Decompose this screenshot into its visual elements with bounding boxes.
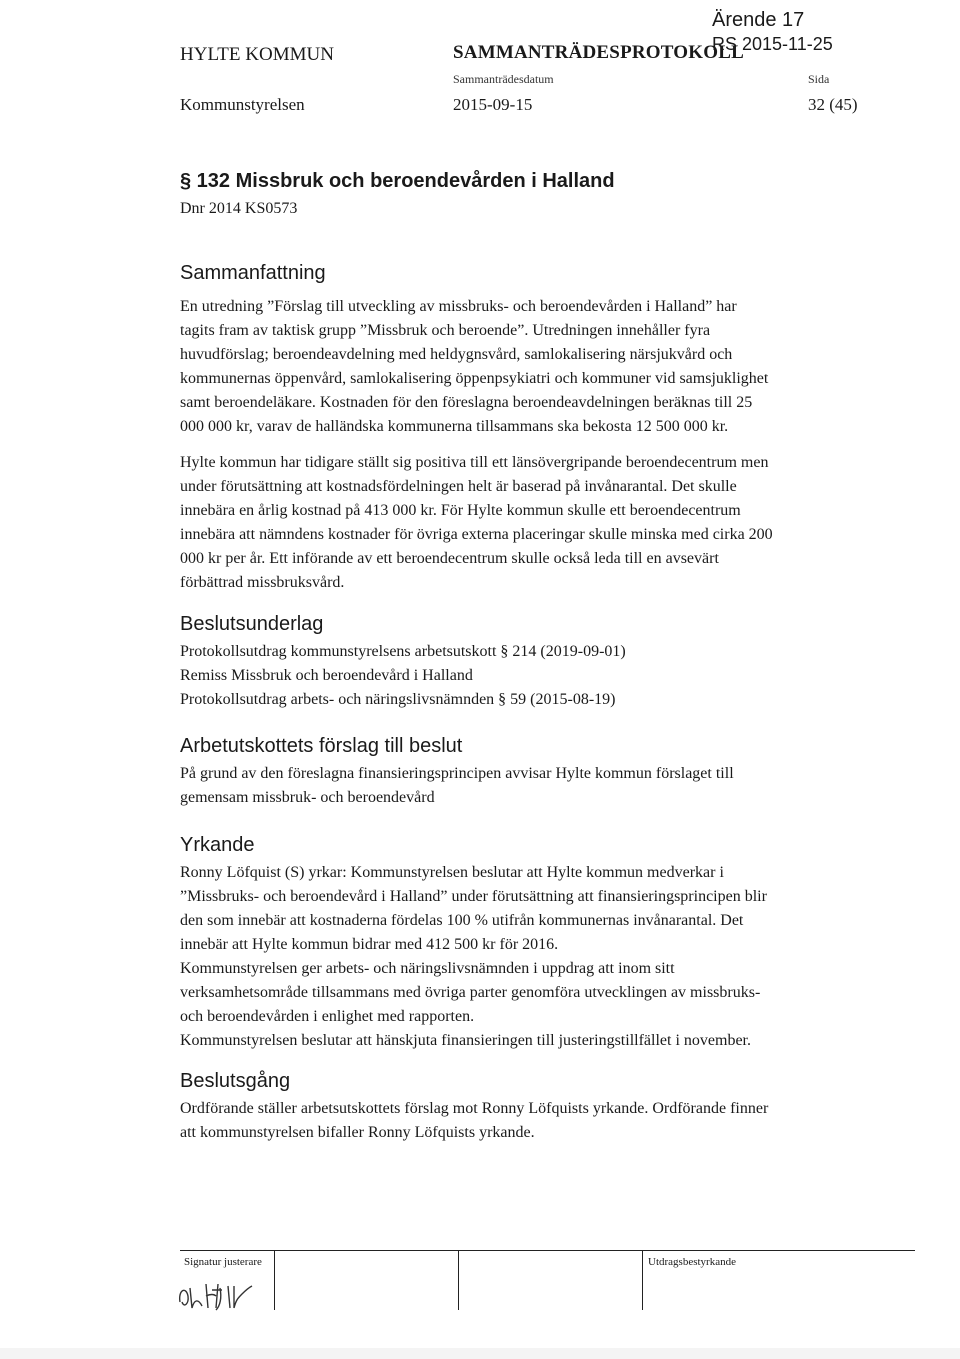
decision-procedure-text	[180, 1097, 880, 1145]
signature-label: Signatur justerare	[184, 1256, 262, 1268]
list-item: Remiss Missbruk och beroendevård i Halland	[180, 667, 473, 684]
heading-committee-proposal: Arbetutskottets förslag till beslut	[180, 735, 463, 757]
text-line: innebär att Hylte kommun bidrar med 412 500 kr för 2016.	[180, 936, 559, 953]
decision-basis-list	[180, 640, 880, 712]
committee-proposal-text	[180, 762, 880, 810]
text-line: att kommunstyrelsen bifaller Ronny Löfquists yrkande.	[180, 1124, 535, 1141]
handwritten-signature	[176, 1278, 256, 1318]
heading-beslutsunderlag: Beslutsunderlag	[180, 613, 324, 635]
organization-name: HYLTE KOMMUN	[180, 44, 334, 65]
text-line: Kommunstyrelsen ger arbets- och näringslivsnämnden i uppdrag att inom sitt	[180, 960, 675, 977]
section-title: § 132 Missbruk och beroendevården i Halland	[180, 170, 615, 192]
signature-cell-divider	[274, 1250, 275, 1310]
motion-text	[180, 861, 880, 1053]
case-number: Dnr 2014 KS0573	[180, 200, 298, 217]
signature-table-top-border	[180, 1250, 915, 1251]
text-line: tagits fram av taktisk grupp ”Missbruk och beroende”. Utredningen innehåller fyra	[180, 322, 711, 339]
text-line: gemensam missbruk- och beroendevård	[180, 789, 435, 806]
heading-sammanfattning: Sammanfattning	[180, 262, 326, 284]
heading-yrkande: Yrkande	[180, 834, 255, 856]
signature-cell-divider	[642, 1250, 643, 1310]
text-line: ”Missbruks- och beroendevård i Halland” under förutsättning att finansieringsprincipen blir	[180, 888, 767, 905]
text-line: verksamhetsområde tillsammans med övriga parter genomföra utvecklingen av missbruks-	[180, 984, 761, 1001]
text-line: förbättrad missbruksvård.	[180, 574, 345, 591]
text-line: den som innebär att kostnaderna fördelas 100 % utifrån kommunernas invånarantal. Det	[180, 912, 744, 929]
body-name: Kommunstyrelsen	[180, 95, 305, 114]
heading-beslutsgang: Beslutsgång	[180, 1070, 291, 1092]
meeting-date: 2015-09-15	[453, 95, 533, 114]
text-line: samt beroendeläkare. Kostnaden för den föreslagna beroendeavdelningen beräknas till 25	[180, 394, 753, 411]
case-reference: RS 2015-11-25	[712, 34, 833, 54]
case-label: Ärende 17	[712, 9, 805, 31]
text-line: under förutsättning att kostnadsfördelningen helt är baserad på invånarantal. Det skulle	[180, 478, 737, 495]
protocol-title: SAMMANTRÄDESPROTOKOLL	[453, 42, 744, 63]
text-line: Ronny Löfquist (S) yrkar: Kommunstyrelsen beslutar att Hylte kommun medverkar i	[180, 864, 724, 881]
text-line: Hylte kommun har tidigare ställt sig positiva till ett länsövergripande beroendecentrum men	[180, 454, 769, 471]
text-line: innebära att nämndens kostnader för övriga externa placeringar skulle minska med cirka 200	[180, 526, 773, 543]
text-line: En utredning ”Förslag till utveckling av missbruks- och beroendevården i Halland” har	[180, 298, 737, 315]
meeting-date-label: Sammanträdesdatum	[453, 72, 554, 86]
text-line: 000 000 kr, varav de halländska kommunerna tillsammans ska bekosta 12 500 000 kr.	[180, 418, 729, 435]
text-line: kommunernas öppenvård, samlokalisering öppenpsykiatri och kommuner vid samsjuklighet	[180, 370, 769, 387]
text-line: På grund av den föreslagna finansieringsprincipen avvisar Hylte kommun förslaget till	[180, 765, 734, 782]
summary-paragraph-2	[180, 451, 880, 595]
text-line: huvudförslag; beroendeavdelning med heldygnsvård, samlokalisering närsjukvård och	[180, 346, 733, 363]
extract-certification-label: Utdragsbestyrkande	[648, 1256, 736, 1268]
page-bottom-edge	[0, 1348, 960, 1359]
summary-paragraph-1	[180, 295, 880, 439]
text-line: innebära en årlig kostnad på 413 000 kr. För Hylte kommun skulle ett beroendecentrum	[180, 502, 741, 519]
text-line: Kommunstyrelsen beslutar att hänskjuta finansieringen till justeringstillfället i november.	[180, 1032, 751, 1049]
text-line: och beroendevården i enlighet med rapporten.	[180, 1008, 475, 1025]
signature-cell-divider	[458, 1250, 459, 1310]
list-item: Protokollsutdrag arbets- och näringslivsnämnden § 59 (2015-08-19)	[180, 691, 616, 708]
text-line: Ordförande ställer arbetsutskottets förslag mot Ronny Löfquists yrkande. Ordförande finner	[180, 1100, 769, 1117]
list-item: Protokollsutdrag kommunstyrelsens arbetsutskott § 214 (2019-09-01)	[180, 643, 626, 660]
text-line: 000 kr per år. Ett införande av ett beroendecentrum skulle också leda till en avsevärt	[180, 550, 719, 567]
page-label: Sida	[808, 72, 830, 86]
page-number: 32 (45)	[808, 95, 858, 114]
